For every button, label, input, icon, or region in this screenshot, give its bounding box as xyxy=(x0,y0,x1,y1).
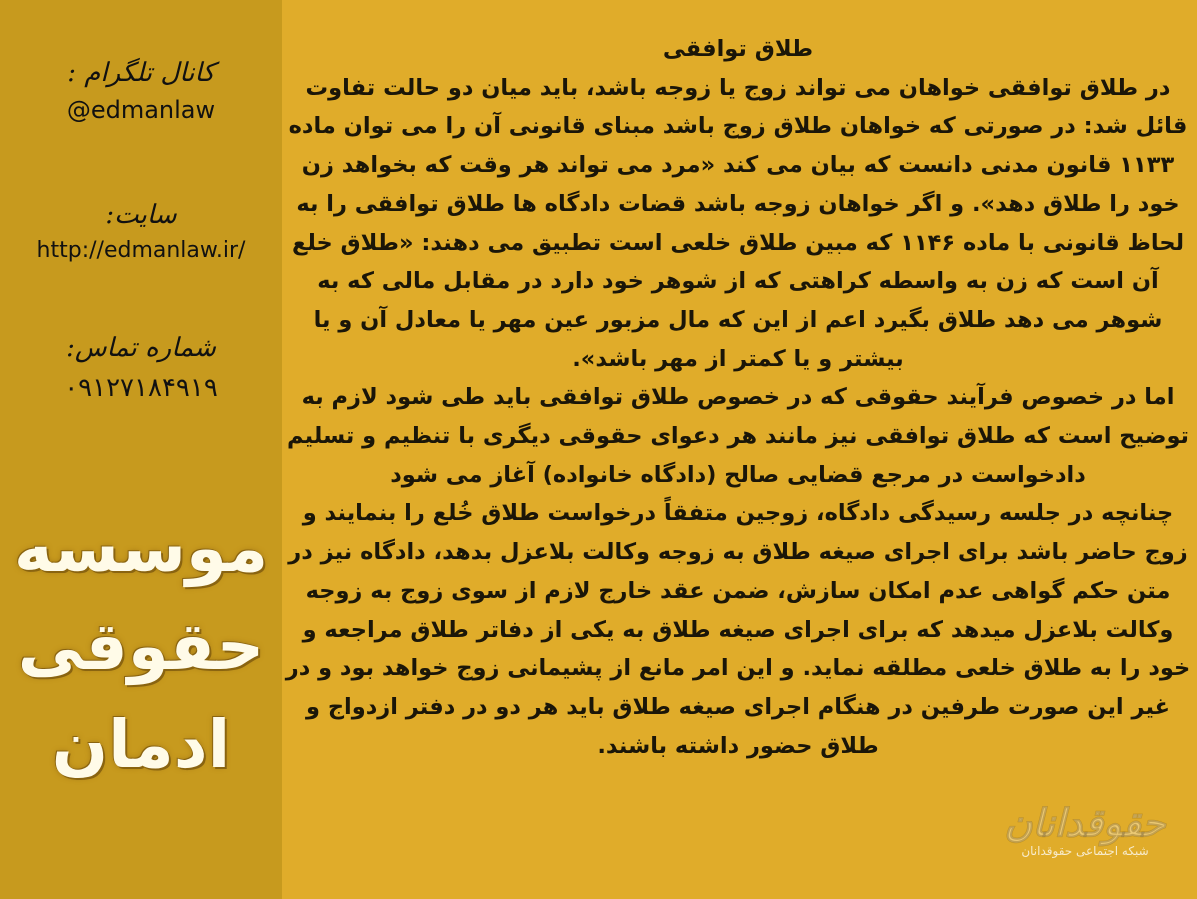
phone-label: شماره تماس: xyxy=(66,333,216,363)
contact-sidebar xyxy=(0,0,282,899)
telegram-label: کانال تلگرام : xyxy=(67,58,215,88)
article-paragraph-1: در طلاق توافقی خواهان می تواند زوج یا زوجه باشد، باید میان دو حالت تفاوت قائل شد: در صورتی که خواهان طلاق زوج باشد مبنای قانونی آن را می توان ماده ۱۱۳۳ قانون مدنی دانست که بیان می کند «مرد می تواند هر وقت که بخواهد زن خود را طلاق دهد». و اگر خواهان زوجه باشد قضات دادگاه ها طلاق توافقی را به لحاظ قانونی با ماده ۱۱۴۶ که مبین طلاق خلعی است تطبیق می دهند: «طلاق خلع آن است که زن به واسطه کراهتی که از شوهر خود دارد در مقابل مالی که به شوهر می دهد طلاق بگیرد اعم از این که مال مزبور عین مهر یا معادل آن و یا بیشتر و یا کمتر از مهر باشد». xyxy=(288,74,1188,372)
watermark-caption: شبکه اجتماعی حقوقدانان xyxy=(1021,844,1149,858)
brand-line-2: حقوقی xyxy=(17,608,265,685)
phone-contact xyxy=(0,333,282,403)
article-paragraph-3: چنانچه در جلسه رسیدگی دادگاه، زوجین متفقاً درخواست طلاق خُلع را بنمایند و زوج حاضر باشد برای اجرای صیغه طلاق به زوجه وکالت بلاعزل بدهد، دادگاه نیز در متن حکم گواهی عدم امکان سازش، ضمن عقد خارج لازم از سوی زوج به زوجه وکالت بلاعزل میدهد که برای اجرای صیغه طلاق به یکی از دفاتر طلاق مراجعه و خود را به طلاق خلعی مطلقه نماید. و این امر مانع از پشیمانی زوج خواهد بود و در غیر این صورت طرفین در هنگام اجرای صیغه طلاق باید هر دو در دفتر ازدواج و طلاق حضور داشته باشند. xyxy=(285,500,1191,759)
watermark-logo xyxy=(985,803,1185,859)
telegram-handle: @edmanlaw xyxy=(66,96,216,124)
phone-number: ۰۹۱۲۷۱۸۴۹۱۹ xyxy=(64,373,218,403)
website-contact xyxy=(0,200,282,263)
watermark-logo-text: حقوقدانان xyxy=(1004,801,1166,845)
article-title: طلاق توافقی xyxy=(662,36,814,62)
site-label: سایت: xyxy=(105,200,177,230)
brand-line-1: موسسه xyxy=(13,510,269,587)
telegram-contact xyxy=(0,58,282,124)
site-url: http://edmanlaw.ir/ xyxy=(36,238,246,263)
institute-brand xyxy=(0,500,282,794)
brand-line-3: ادمان xyxy=(51,706,231,783)
article-paragraph-2: اما در خصوص فرآیند حقوقی که در خصوص طلاق توافقی باید طی شود لازم به توضیح است که طلاق توافقی نیز مانند هر دعوای حقوقی دیگری با تنظیم و تسلیم دادخواست در مرجع قضایی صالح (دادگاه خانواده) آغاز می شود xyxy=(286,384,1190,488)
article-body xyxy=(284,30,1192,765)
